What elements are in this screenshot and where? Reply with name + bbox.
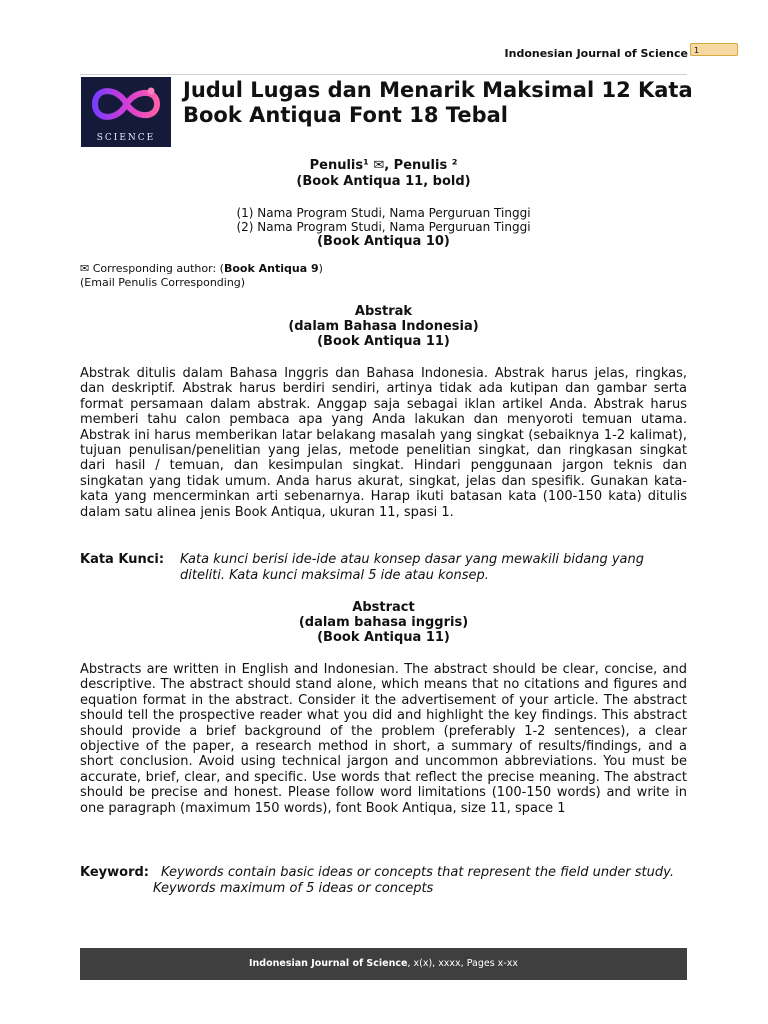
keyword-label: Keyword: (80, 865, 149, 880)
kata-kunci-text: Kata kunci berisi ide-ide atau konsep dasar yang mewakili bidang yang diteliti. Kata kunci maksimal 5 ide atau konsep. (180, 552, 645, 583)
corresponding-email: (Email Penulis Corresponding) (80, 276, 246, 289)
abstrak-paragraph: Abstrak ditulis dalam Bahasa Inggris dan Bahasa Indonesia. Abstrak harus jelas, ringkas, dan deskriptif. Abstrak harus berdiri sendiri, artinya tidak ada kutipan dan gambar serta format persamaan dalam abstrak. Anggap saja sebagai iklan artikel Anda. Abstrak harus memberi tahu calon pembaca apa yang Anda lakukan dan menyoroti temuan utama. Abstrak ini harus memberikan latar belakang masalah yang singkat (sebaiknya 1-2 kalimat), tujuan penulisan/penelitian yang jelas, metode penelitian singkat, dan ringkasan singkat dari hasil / temuan, dan kesimpulan singkat. Hindari penggunaan jargon teknis dan singkatan yang tidak umum. Anda harus akurat, singkat, jelas dan spesifik. Gunakan kata-kata yang mencerminkan arti sebenarnya. Harap ikuti batasan kata (100-150 kata) ditulis dalam satu alinea jenis Book Antiqua, ukuran 11, spasi 1. (80, 366, 687, 520)
abstract-format-note: (Book Antiqua 11) (317, 630, 450, 645)
footer-journal: Indonesian Journal of Science (249, 958, 408, 969)
keyword-text: Keywords contain basic ideas or concepts that represent the field under study. Keywords maximum of 5 ideas or concepts (153, 865, 674, 896)
journal-logo (81, 77, 171, 147)
page-number-tag: 1 (690, 43, 738, 56)
kata-kunci-block (80, 552, 687, 583)
affiliation-1: (1) Nama Program Studi, Nama Perguruan Tinggi (236, 206, 531, 220)
authors-format-note: (Book Antiqua 11, bold) (296, 174, 471, 189)
paper-title: Judul Lugas dan Menarik Maksimal 12 Kata Book Antiqua Font 18 Tebal (183, 78, 693, 127)
abstract-heading-block (80, 600, 687, 645)
authors-line: Penulis¹ ✉, Penulis ² (309, 158, 458, 173)
corresponding-author (80, 262, 323, 290)
logo-text: SCIENCE (96, 133, 156, 143)
abstrak-heading: Abstrak (354, 304, 413, 319)
header-divider (80, 74, 687, 75)
footer-volume-pages: , x(x), xxxx, Pages x-xx (407, 958, 518, 969)
running-head-journal: Indonesian Journal of Science (504, 47, 688, 60)
corresponding-font-note: Book Antiqua 9 (223, 262, 319, 275)
affiliation-2: (2) Nama Program Studi, Nama Perguruan Tinggi (236, 220, 531, 234)
corresponding-suffix: ) (318, 262, 323, 275)
abstrak-format-note: (Book Antiqua 11) (317, 334, 450, 349)
abstract-paragraph: Abstracts are written in English and Indonesian. The abstract should be clear, concise, and descriptive. The abstract should stand alone, which means that no citations and figures and equation format in the abstract. Consider it the advertisement of your article. The abstract should tell the prospective reader what you did and highlight the key findings. This abstract should provide a brief background of the problem (preferably 1-2 sentences), a clear objective of the paper, a research method in short, a summary of results/findings, and a short conclusion. Avoid using technical jargon and uncommon abbreviations. You must be accurate, brief, clear, and specific. Use words that reflect the precise meaning. The abstract should be precise and honest. Please follow word limitations (100-150 words) and write in one paragraph (maximum 150 words), font Book Antiqua, size 11, space 1 (80, 662, 687, 816)
abstrak-heading-block (80, 304, 687, 349)
affiliation-format-note: (Book Antiqua 10) (317, 234, 450, 249)
affiliations-block (80, 206, 687, 250)
abstract-language-note: (dalam bahasa inggris) (298, 615, 469, 630)
corresponding-prefix: ✉ Corresponding author: ( (80, 262, 224, 275)
page-footer (80, 948, 687, 980)
abstrak-language-note: (dalam Bahasa Indonesia) (288, 319, 479, 334)
kata-kunci-label: Kata Kunci: (80, 552, 165, 567)
authors-block (80, 158, 687, 190)
abstract-heading: Abstract (352, 600, 415, 615)
keyword-block (80, 865, 687, 896)
